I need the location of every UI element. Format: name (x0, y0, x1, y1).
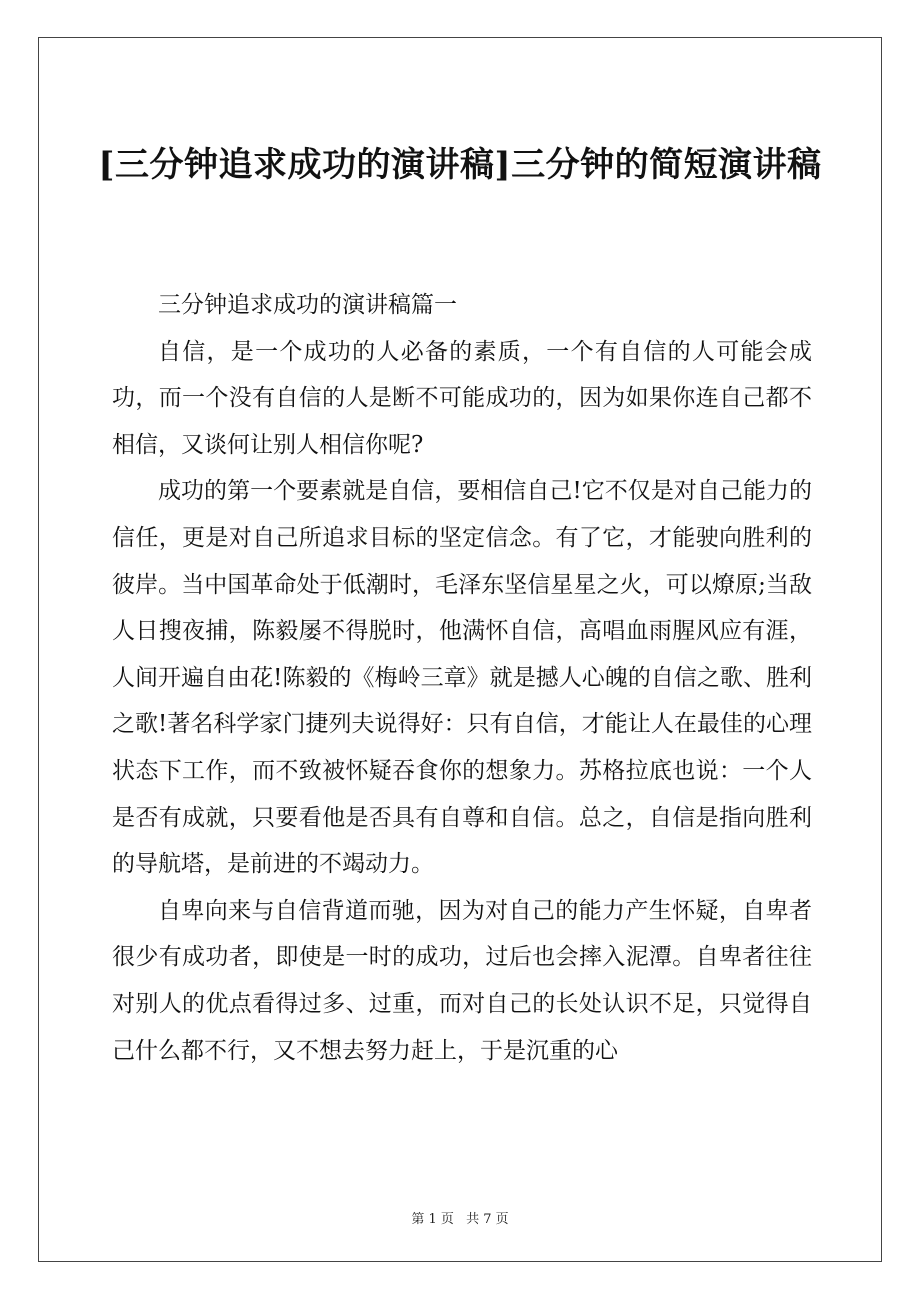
document-title: [三分钟追求成功的演讲稿]三分钟的简短演讲稿 (98, 145, 822, 185)
page-number: 第 1 页 (411, 1212, 454, 1227)
paragraph: 自信，是一个成功的人必备的素质，一个有自信的人可能会成功，而一个没有自信的人是断不可能成功的，因为如果你连自己都不相信，又谈何让别人相信你呢? (112, 338, 812, 458)
paragraph: 自卑向来与自信背道而驰，因为对自己的能力产生怀疑，自卑者很少有成功者，即使是一时的成功，过后也会摔入泥潭。自卑者往往对别人的优点看得过多、过重，而对自己的长处认识不足，只觉得自己什么都不行，又不想去努力赶上，于是沉重的心 (112, 897, 812, 1064)
paragraph: 成功的第一个要素就是自信，要相信自己!它不仅是对自己能力的信任，更是对自己所追求目标的坚定信念。有了它，才能驶向胜利的彼岸。当中国革命处于低潮时，毛泽东坚信星星之火，可以燎原;当敌人日搜夜捕，陈毅屡不得脱时，他满怀自信，高唱血雨腥风应有涯，人间开遍自由花!陈毅的《梅岭三章》就是撼人心魄的自信之歌、胜利之歌!著名科学家门捷列夫说得好：只有自信，才能让人在最佳的心理状态下工作，而不致被怀疑吞食你的想象力。苏格拉底也说：一个人是否有成就，只要看他是否具有自尊和自信。总之，自信是指向胜利的导航塔，是前进的不竭动力。 (112, 478, 812, 878)
page-total: 共 7 页 (466, 1212, 509, 1227)
document-body (112, 282, 812, 1074)
section-heading: 三分钟追求成功的演讲稿篇一 (158, 292, 457, 318)
page-footer (0, 1208, 920, 1227)
